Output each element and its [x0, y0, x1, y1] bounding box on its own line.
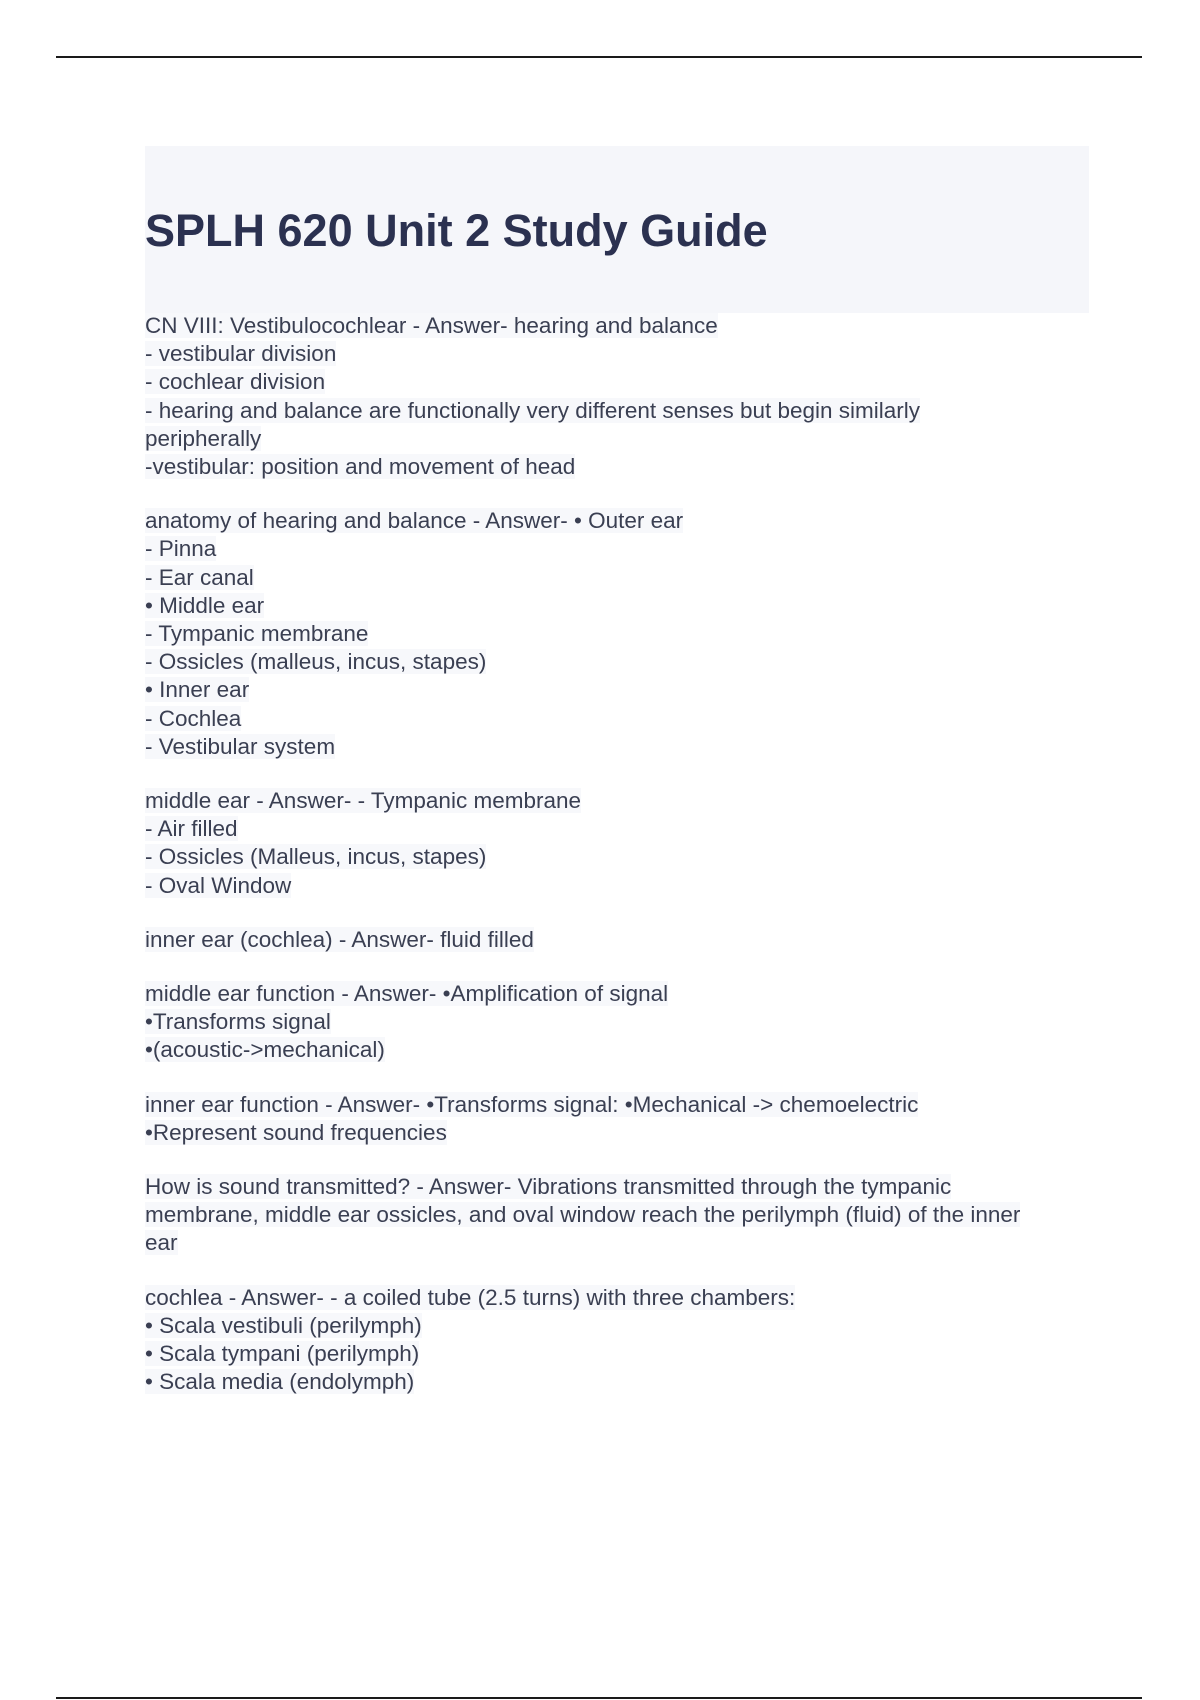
- qa-question-line: [145, 1173, 1095, 1201]
- line-text: - Air filled: [145, 816, 238, 842]
- qa-answer-line: [145, 340, 1095, 368]
- line-text: membrane, middle ear ossicles, and oval window reach the perilymph (fluid) of the inner: [145, 1202, 1021, 1228]
- line-text: - Vestibular system: [145, 733, 336, 759]
- line-text: • Inner ear: [145, 677, 250, 703]
- qa-question-line: [145, 787, 1095, 815]
- qa-answer-line: [145, 705, 1095, 733]
- qa-question-line: [145, 926, 1095, 954]
- qa-answer-line: [145, 535, 1095, 563]
- qa-answer-line: [145, 1008, 1095, 1036]
- qa-entry: [145, 980, 1095, 1065]
- line-text: • Scala vestibuli (perilymph): [145, 1312, 422, 1338]
- document-title: SPLH 620 Unit 2 Study Guide: [145, 205, 768, 256]
- qa-answer-line: [145, 1312, 1095, 1340]
- line-text: ear: [145, 1230, 178, 1256]
- line-text: - Ear canal: [145, 564, 254, 590]
- qa-answer-line: [145, 1368, 1095, 1396]
- qa-answer-line: [145, 1201, 1095, 1229]
- line-text: • Scala media (endolymph): [145, 1369, 415, 1395]
- footer-rule: [56, 1697, 1142, 1699]
- line-text: middle ear - Answer- - Tympanic membrane: [145, 788, 581, 814]
- qa-answer-line: [145, 1036, 1095, 1064]
- line-text: •(acoustic->mechanical): [145, 1037, 385, 1063]
- line-text: •Transforms signal: [145, 1009, 331, 1035]
- qa-answer-line: [145, 815, 1095, 843]
- line-text: • Middle ear: [145, 592, 265, 618]
- line-text: How is sound transmitted? - Answer- Vibrations transmitted through the tympanic: [145, 1174, 952, 1200]
- line-text: - vestibular division: [145, 341, 337, 367]
- line-text: - Tympanic membrane: [145, 621, 369, 647]
- line-text: peripherally: [145, 425, 262, 451]
- line-text: - Ossicles (malleus, incus, stapes): [145, 649, 487, 675]
- study-guide-body: [145, 312, 1095, 1423]
- line-text: - Ossicles (Malleus, incus, stapes): [145, 844, 487, 870]
- line-text: •Represent sound frequencies: [145, 1119, 447, 1145]
- qa-question-line: [145, 312, 1095, 340]
- line-text: inner ear (cochlea) - Answer- fluid filled: [145, 926, 534, 952]
- qa-entry: [145, 926, 1095, 954]
- qa-answer-line: [145, 648, 1095, 676]
- qa-answer-line: [145, 592, 1095, 620]
- qa-answer-line: [145, 676, 1095, 704]
- qa-answer-line: [145, 453, 1095, 481]
- qa-answer-line: [145, 397, 1095, 425]
- qa-entry: [145, 1091, 1095, 1147]
- line-text: cochlea - Answer- - a coiled tube (2.5 turns) with three chambers:: [145, 1284, 796, 1310]
- line-text: - Oval Window: [145, 872, 292, 898]
- qa-question-line: [145, 1091, 1095, 1119]
- qa-answer-line: [145, 1119, 1095, 1147]
- header-rule: [56, 56, 1142, 58]
- line-text: - cochlear division: [145, 369, 326, 395]
- line-text: - Pinna: [145, 536, 217, 562]
- line-text: middle ear function - Answer- •Amplification of signal: [145, 981, 669, 1007]
- line-text: - hearing and balance are functionally very different senses but begin similarly: [145, 397, 921, 423]
- line-text: • Scala tympani (perilymph): [145, 1341, 420, 1367]
- line-text: -vestibular: position and movement of head: [145, 454, 576, 480]
- qa-question-line: [145, 507, 1095, 535]
- qa-entry: [145, 787, 1095, 900]
- qa-entry: [145, 507, 1095, 761]
- qa-answer-line: [145, 872, 1095, 900]
- line-text: CN VIII: Vestibulocochlear - Answer- hearing and balance: [145, 313, 718, 338]
- line-text: - Cochlea: [145, 705, 242, 731]
- qa-question-line: [145, 980, 1095, 1008]
- qa-question-line: [145, 1284, 1095, 1312]
- qa-answer-line: [145, 843, 1095, 871]
- qa-answer-line: [145, 368, 1095, 396]
- qa-entry: [145, 1173, 1095, 1258]
- line-text: inner ear function - Answer- •Transforms signal: •Mechanical -> chemoelectric: [145, 1091, 919, 1117]
- qa-answer-line: [145, 425, 1095, 453]
- qa-entry: [145, 1284, 1095, 1397]
- qa-answer-line: [145, 1340, 1095, 1368]
- qa-answer-line: [145, 1229, 1095, 1257]
- qa-entry: [145, 312, 1095, 481]
- qa-answer-line: [145, 564, 1095, 592]
- qa-answer-line: [145, 733, 1095, 761]
- qa-answer-line: [145, 620, 1095, 648]
- line-text: anatomy of hearing and balance - Answer- • Outer ear: [145, 508, 684, 534]
